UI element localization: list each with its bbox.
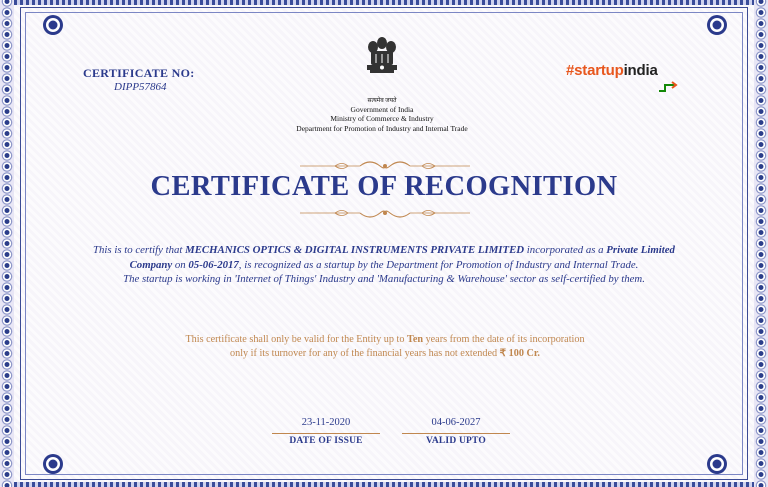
date-of-issue-block xyxy=(272,417,380,446)
startup-india-logo xyxy=(566,62,658,79)
startup-logo-hash: #startup xyxy=(566,62,624,79)
startup-logo-brand: india xyxy=(623,62,658,79)
corner-rosette-icon xyxy=(706,14,728,36)
gov-line-3: Department for Promotion of Industry and Internal Trade xyxy=(296,123,468,133)
recognized-text: , is recognized as a startup by the Department for Promotion of Industry and Internal Trade. xyxy=(238,258,639,271)
valid-upto-label: VALID UPTO xyxy=(426,436,486,446)
turnover-limit: ₹ 100 Cr. xyxy=(499,347,540,359)
gov-line-2: Ministry of Commerce & Industry xyxy=(330,114,434,124)
left-border xyxy=(0,0,14,487)
incorporation-date: 05-06-2017 xyxy=(188,258,239,271)
top-border xyxy=(14,0,754,5)
validity-part-1: This certificate shall only be valid for the Entity up to xyxy=(185,334,407,345)
bottom-ornament-icon xyxy=(290,205,480,221)
bottom-border xyxy=(14,482,754,487)
corner-rosette-icon xyxy=(42,14,64,36)
certificate-title: CERTIFICATE OF RECOGNITION xyxy=(150,171,618,202)
valid-upto-value: 04-06-2027 xyxy=(431,417,481,428)
on-text: on xyxy=(172,258,189,271)
certification-statement xyxy=(84,243,684,287)
certificate-number-value: DIPP57864 xyxy=(114,81,167,93)
certificate-number-label: CERTIFICATE NO: xyxy=(83,66,195,80)
date-of-issue-value: 23-11-2020 xyxy=(301,417,351,428)
date-of-issue-line xyxy=(272,433,380,434)
validity-part-2: years from the date of its incorporation xyxy=(423,334,585,345)
right-border xyxy=(754,0,768,487)
national-emblem-icon xyxy=(362,34,402,90)
government-header xyxy=(284,97,480,133)
valid-upto-line xyxy=(402,433,510,434)
startup-arrow-icon xyxy=(658,80,678,98)
corner-rosette-icon xyxy=(42,453,64,475)
validity-part-3: only if its turnover for any of the financial years has not extended xyxy=(230,347,500,359)
company-name: MECHANICS OPTICS & DIGITAL INSTRUMENTS PRIVATE LIMITED xyxy=(185,244,525,256)
sector-text: The startup is working in 'Internet of Things' Industry and 'Manufacturing & Warehouse' sector as self-certified by them. xyxy=(123,273,645,285)
company-type: Private Limited Company xyxy=(129,244,675,271)
date-of-issue-label: DATE OF ISSUE xyxy=(289,436,363,446)
emblem-caption: सत्यमेव जयते xyxy=(367,98,397,104)
incorporated-text: incorporated as a xyxy=(524,244,607,256)
validity-statement xyxy=(150,333,620,360)
valid-upto-block xyxy=(402,417,510,446)
validity-years: Ten xyxy=(406,334,424,345)
gov-line-1: Government of India xyxy=(350,105,414,114)
corner-rosette-icon xyxy=(706,453,728,475)
intro-text: This is to certify that xyxy=(93,244,186,256)
